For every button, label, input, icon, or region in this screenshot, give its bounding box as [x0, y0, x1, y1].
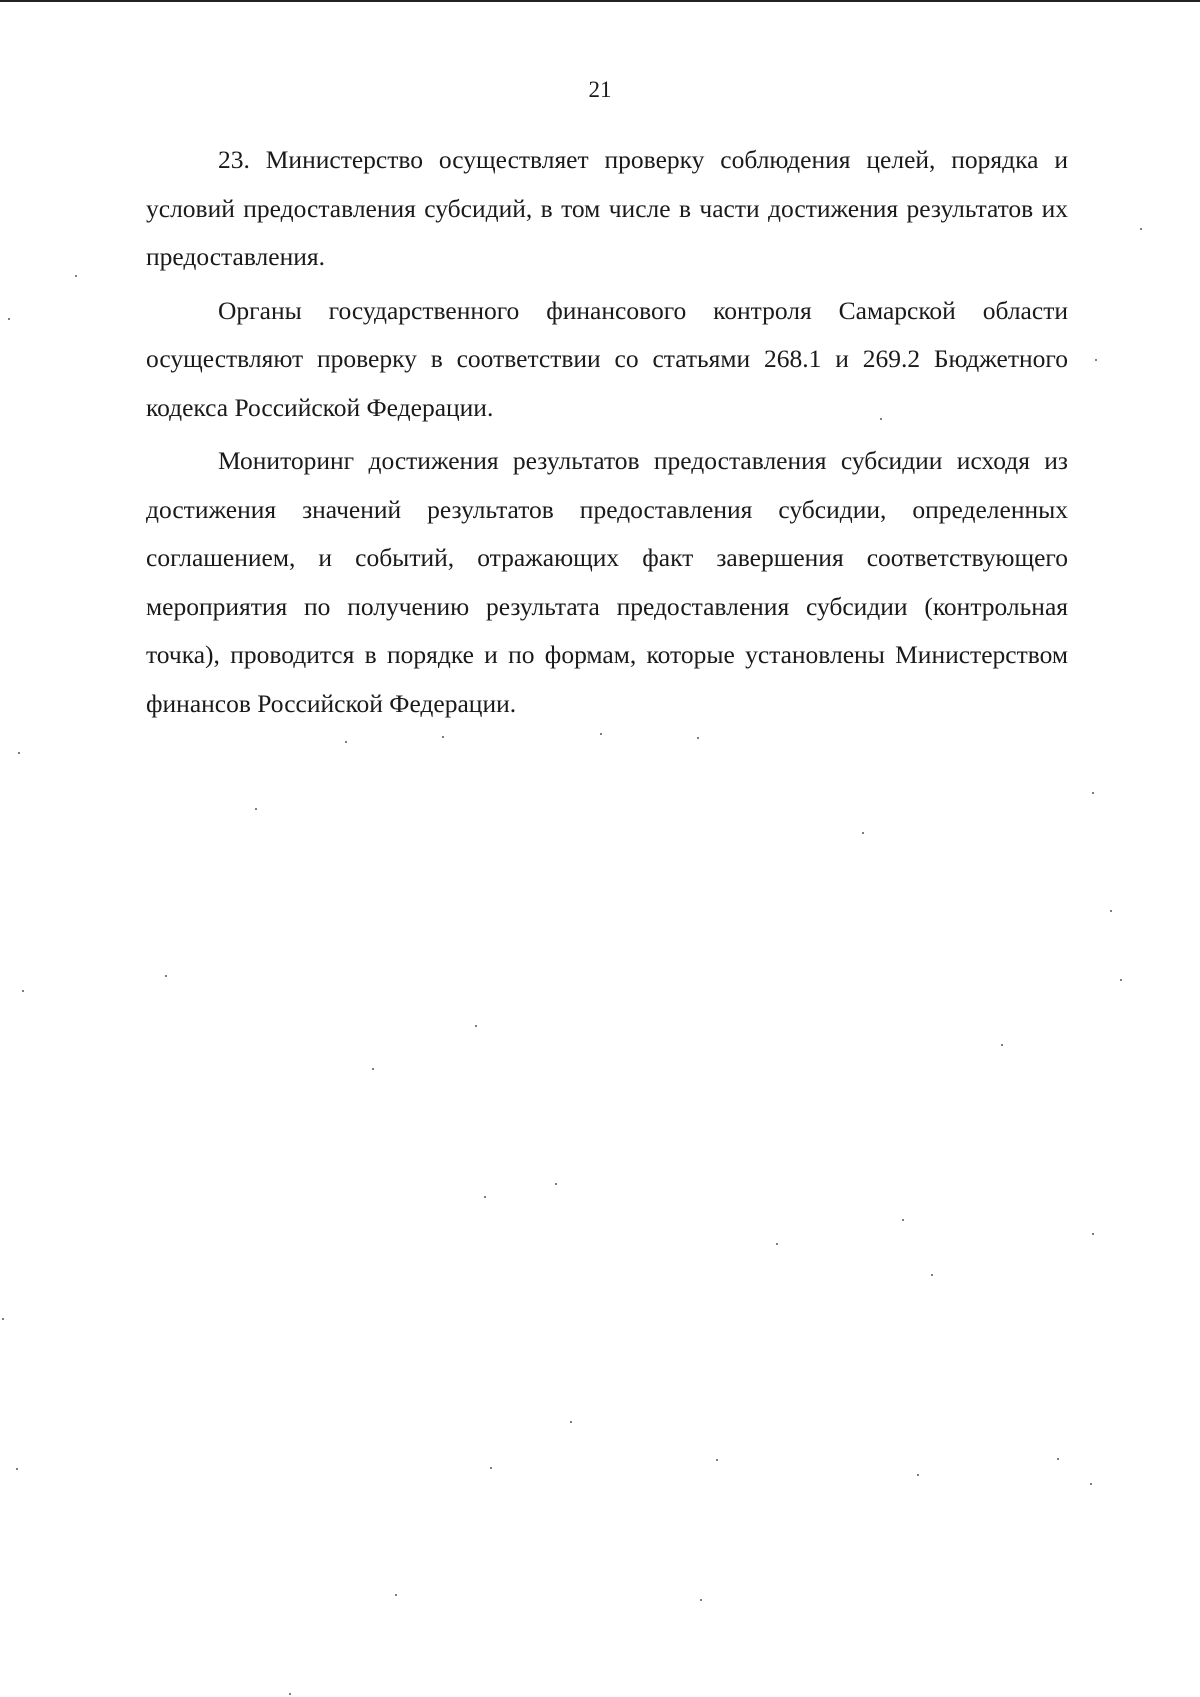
scan-speck	[1095, 359, 1097, 361]
scan-speck	[931, 1274, 933, 1276]
document-body	[146, 136, 1068, 733]
scan-speck	[570, 1421, 572, 1423]
scan-speck	[395, 1594, 397, 1596]
paragraph-monitoring: Мониторинг достижения результатов предоставления субсидии исходя из достижения значений результатов предоставления субсидии, определенных соглашением, и событий, отражающих факт завершения соответствующего мероприятия по получению результата предоставления субсидии (контрольная точка), проводится в порядке и по формам, которые установлены Министерством финансов Российской Федерации.	[146, 446, 1068, 718]
scan-speck	[1110, 910, 1112, 912]
scan-speck	[1057, 1458, 1059, 1460]
scan-speck	[917, 1474, 919, 1476]
scan-speck	[700, 1599, 702, 1601]
page-number: 21	[588, 77, 612, 102]
scan-speck	[75, 275, 77, 277]
scan-speck	[345, 741, 347, 743]
scan-speck	[18, 752, 20, 754]
scan-speck	[1001, 1044, 1003, 1046]
scan-speck	[902, 1219, 904, 1221]
scan-speck	[255, 808, 257, 810]
scan-speck	[716, 1459, 718, 1461]
scan-speck	[776, 1243, 778, 1245]
top-border-line	[0, 0, 1200, 2]
scan-speck	[1092, 1233, 1094, 1235]
scan-speck	[165, 975, 167, 977]
scan-speck	[1090, 1483, 1092, 1485]
scan-speck	[8, 318, 10, 320]
scan-speck	[16, 1468, 18, 1470]
scan-speck	[862, 832, 864, 834]
scan-speck	[697, 737, 699, 739]
scan-speck	[555, 1183, 557, 1185]
scan-speck	[490, 1467, 492, 1469]
scan-speck	[484, 1196, 486, 1198]
scan-speck	[22, 990, 24, 992]
scan-speck	[475, 1025, 477, 1027]
paragraph-financial-control: Органы государственного финансового контроля Самарской области осуществляют проверку в соответствии со статьями 268.1 и 269.2 Бюджетного кодекса Российской Федерации.	[146, 295, 1068, 422]
scan-speck	[600, 733, 602, 735]
scan-speck	[372, 1068, 374, 1070]
paragraph-ministry-check: 23. Министерство осуществляет проверку соблюдения целей, порядка и условий предоставления субсидий, в том числе в части достижения результатов их предоставления.	[146, 145, 1068, 271]
scan-speck	[2, 1318, 4, 1320]
scan-speck	[1140, 228, 1142, 230]
scan-speck	[442, 736, 444, 738]
scan-speck	[289, 1693, 291, 1695]
scan-speck	[1092, 792, 1094, 794]
scan-speck	[1120, 979, 1122, 981]
scan-speck	[880, 418, 882, 420]
